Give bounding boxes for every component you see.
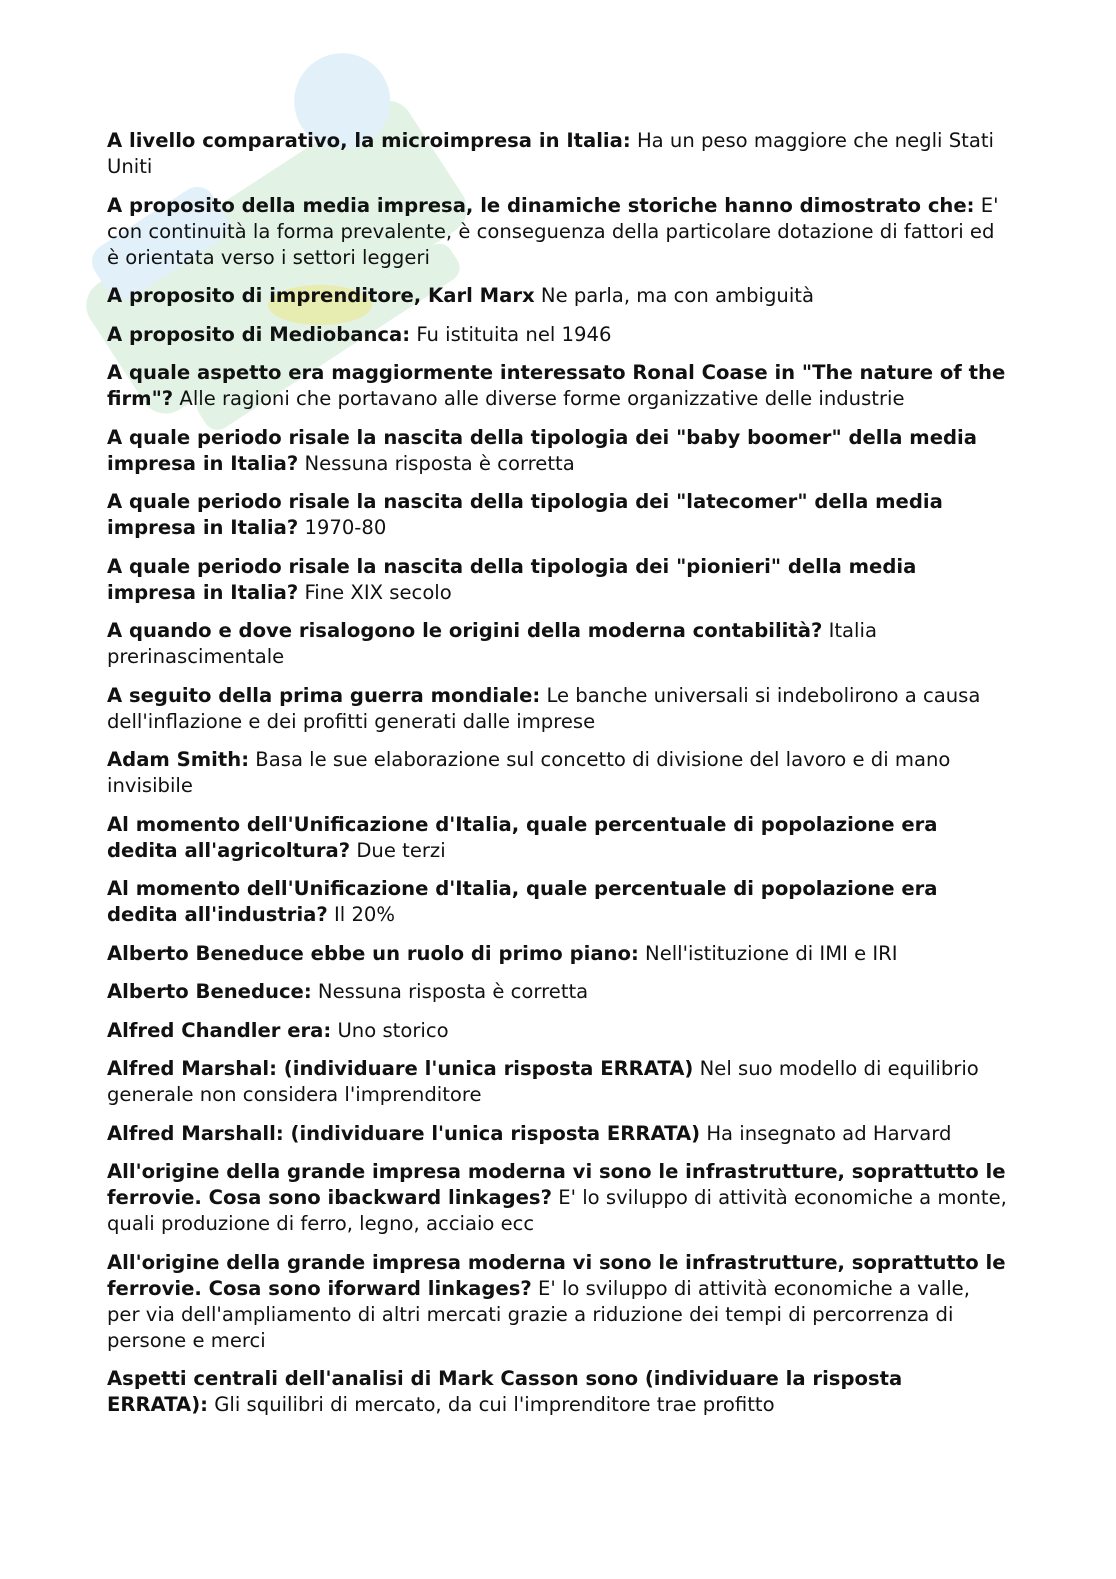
answer: Ha insegnato ad Harvard [706, 1121, 952, 1145]
answer: Due terzi [356, 838, 446, 862]
question: Al momento dell'Unificazione d'Italia, quale percentuale di popolazione era dedita all'agricoltura? [107, 812, 938, 862]
answer: Ne parla, ma con ambiguità [540, 284, 814, 307]
answer: Basa le sue elaborazione sul concetto di divisione del lavoro e di mano invisibile [107, 748, 951, 797]
question: A proposito della media impresa, le dinamiche storiche hanno dimostrato che: [107, 193, 975, 217]
answer: Nessuna risposta è corretta [317, 980, 589, 1003]
list-item [107, 683, 1007, 735]
question: Alfred Marshall: (individuare l'unica risposta ERRATA) [107, 1121, 701, 1145]
question: All'origine della grande impresa moderna vi sono le infrastrutture, soprattutto le ferrovie. Cosa sono ibackward linkages? [107, 1160, 1006, 1209]
list-item [107, 1366, 1007, 1418]
question: Adam Smith: [107, 748, 250, 771]
question: Al momento dell'Unificazione d'Italia, quale percentuale di popolazione era dedita all'industria? [107, 877, 938, 926]
answer: E' con continuità la forma prevalente, è conseguenza della particolare dotazione di fattori ed è orientata verso i settori leggeri [107, 193, 999, 269]
list-item [107, 1159, 1007, 1237]
answer: Alle ragioni che portavano alle diverse forme organizzative delle industrie [179, 387, 905, 410]
qa-list [107, 128, 1007, 1431]
question: A livello comparativo, la microimpresa in Italia: [107, 129, 631, 152]
list-item [107, 1250, 1007, 1354]
answer: Nell'istituzione di IMI e IRI [645, 941, 898, 965]
question: A quale periodo risale la nascita della tipologia dei "pionieri" della media impresa in Italia? [107, 554, 917, 604]
question: A proposito di imprenditore, Karl Marx [107, 284, 535, 307]
list-item [107, 425, 1007, 477]
answer: 1970-80 [304, 516, 387, 539]
list-item [107, 128, 1007, 180]
question: Alberto Beneduce ebbe un ruolo di primo piano: [107, 941, 639, 965]
list-item [107, 1056, 1007, 1108]
question: Aspetti centrali dell'analisi di Mark Casson sono (individuare la risposta ERRATA): [107, 1367, 903, 1416]
question: A quale periodo risale la nascita della tipologia dei "baby boomer" della media impresa in Italia? [107, 425, 977, 475]
list-item [107, 193, 1007, 271]
list-item [107, 812, 1007, 864]
answer: Italia prerinascimentale [107, 619, 877, 668]
answer: Fu istituita nel 1946 [416, 322, 612, 346]
answer: Uno storico [337, 1018, 449, 1042]
answer: Le banche universali si indebolirono a causa dell'inflazione e dei profitti generati dalle imprese [107, 683, 981, 733]
list-item [107, 554, 1007, 606]
question: A quale aspetto era maggiormente interessato Ronal Coase in "The nature of the firm"? [107, 361, 1006, 410]
question: Alfred Chandler era: [107, 1018, 332, 1042]
question: Alfred Marshal: (individuare l'unica risposta ERRATA) [107, 1057, 694, 1080]
question: Alberto Beneduce: [107, 980, 312, 1003]
answer: E' lo sviluppo di attività economiche a monte, quali produzione di ferro, legno, acciaio ecc [107, 1186, 1007, 1235]
list-item [107, 941, 1007, 967]
list-item [107, 618, 1007, 670]
list-item [107, 747, 1007, 799]
answer: E' lo sviluppo di attività economiche a valle, per via dell'ampliamento di altri mercati grazie a riduzione dei tempi di percorrenza di persone e merci [107, 1276, 970, 1352]
answer: Il 20% [334, 903, 396, 926]
question: A quando e dove risalogono le origini della moderna contabilità? [107, 619, 823, 642]
answer: Gli squilibri di mercato, da cui l'imprenditore trae profitto [214, 1393, 775, 1416]
answer: Nel suo modello di equilibrio generale non considera l'imprenditore [107, 1057, 979, 1106]
question: A quale periodo risale la nascita della tipologia dei "latecomer" della media impresa in Italia? [107, 490, 943, 539]
answer: Fine XIX secolo [304, 580, 452, 604]
list-item [107, 1121, 1007, 1147]
list-item [107, 979, 1007, 1005]
question: A proposito di Mediobanca: [107, 322, 411, 346]
list-item [107, 489, 1007, 541]
list-item [107, 283, 1007, 309]
list-item [107, 876, 1007, 928]
answer: Nessuna risposta è corretta [304, 451, 575, 475]
list-item [107, 360, 1007, 412]
question: A seguito della prima guerra mondiale: [107, 683, 541, 707]
answer: Ha un peso maggiore che negli Stati Uniti [107, 129, 994, 178]
list-item [107, 1018, 1007, 1044]
question: All'origine della grande impresa moderna vi sono le infrastrutture, soprattutto le ferrovie. Cosa sono iforward linkages? [107, 1250, 1006, 1300]
list-item [107, 322, 1007, 348]
